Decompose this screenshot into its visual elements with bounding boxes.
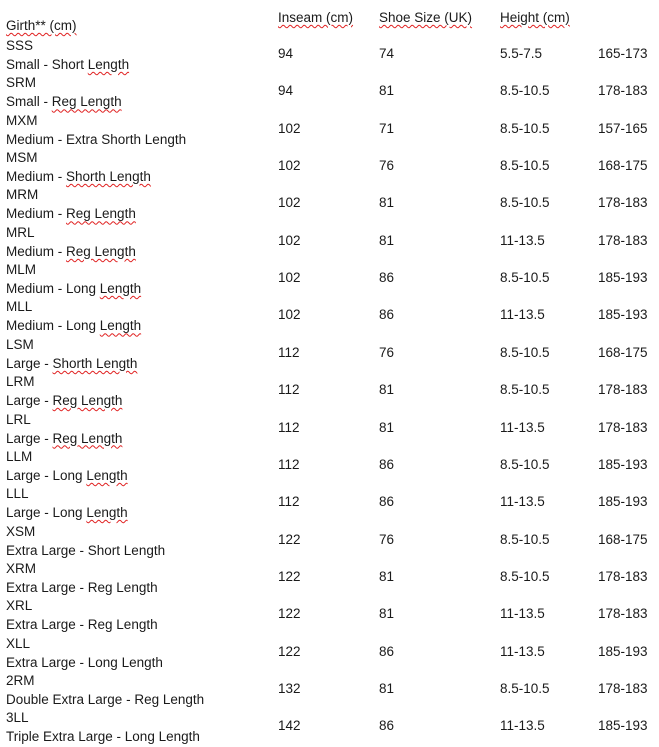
height-value: 178-183 [598, 680, 648, 696]
shoe-size-value: 11-13.5 [500, 232, 545, 248]
size-description-text: Large - Long [6, 505, 87, 521]
inseam-value: 81 [379, 680, 395, 696]
size-description [6, 692, 204, 708]
size-description-text: Medium - Extra Shorth Length [6, 131, 187, 147]
size-description-text: Medium - [6, 243, 67, 259]
size-code: LLM [6, 448, 33, 464]
inseam-value: 81 [379, 195, 395, 211]
size-description [6, 206, 136, 222]
size-description-text: Large - [6, 430, 53, 446]
shoe-size-value: 11-13.5 [500, 718, 545, 734]
shoe-size-value: 8.5-10.5 [500, 120, 550, 136]
height-value: 168-175 [598, 531, 648, 547]
table-row [0, 523, 659, 560]
table-row [0, 373, 659, 410]
shoe-size-value: 8.5-10.5 [500, 83, 550, 99]
size-description-flagged-text: Length [86, 505, 128, 521]
height-value: 165-173 [598, 46, 648, 61]
girth-value: 112 [278, 382, 300, 398]
table-row [0, 149, 659, 186]
size-description [6, 393, 122, 409]
size-description [6, 244, 136, 260]
size-description [6, 580, 158, 596]
girth-value: 112 [278, 419, 300, 435]
header-shoe-size [379, 10, 472, 26]
girth-value: 102 [278, 120, 301, 136]
height-value: 178-183 [598, 382, 648, 398]
size-description-flagged-text: Reg Length [52, 393, 123, 409]
size-description [6, 132, 186, 148]
size-code: LRL [6, 411, 31, 427]
inseam-value: 76 [379, 344, 395, 360]
table-row [0, 672, 659, 709]
size-description-flagged-text: Shorth Length [66, 169, 151, 185]
shoe-size-value: 8.5-10.5 [500, 195, 550, 211]
inseam-value: 76 [379, 531, 395, 547]
inseam-value: 74 [379, 46, 395, 61]
size-code: XSM [6, 523, 36, 539]
size-code: SRM [6, 75, 36, 91]
header-shoe-label: Shoe Size (UK) [379, 10, 473, 25]
size-code: LLL [6, 486, 29, 502]
height-value: 178-183 [598, 83, 648, 99]
size-description-text: Small - Short [6, 57, 88, 72]
size-description-flagged-text: Reg Length [51, 94, 122, 110]
shoe-size-value: 11-13.5 [500, 643, 545, 659]
size-description [6, 57, 129, 73]
size-description-text: Triple Extra Large - Long Length [6, 729, 200, 745]
girth-value: 94 [278, 83, 294, 99]
shoe-size-value: 8.5-10.5 [500, 568, 550, 584]
shoe-size-value: 8.5-10.5 [500, 344, 550, 360]
header-inseam-label: Inseam (cm) [278, 10, 354, 25]
size-description [6, 468, 128, 484]
height-value: 185-193 [598, 718, 648, 734]
size-description-text: Large - [6, 393, 53, 409]
inseam-value: 86 [379, 718, 395, 734]
girth-value: 112 [278, 344, 300, 360]
girth-value: 122 [278, 531, 301, 547]
inseam-value: 86 [379, 307, 395, 323]
table-row [0, 560, 659, 597]
size-description-text: Large - [6, 355, 53, 371]
height-value: 168-175 [598, 344, 648, 360]
height-value: 178-183 [598, 195, 648, 211]
inseam-value: 81 [379, 83, 395, 99]
table-header [0, 0, 659, 37]
girth-value: 132 [278, 680, 301, 696]
inseam-value: 81 [379, 382, 395, 398]
height-value: 178-183 [598, 568, 648, 584]
size-description-flagged-text: Length [86, 467, 128, 483]
size-code: MXM [6, 112, 38, 128]
height-value: 185-193 [598, 307, 648, 323]
size-description-text: Extra Large - Reg Length [6, 579, 158, 595]
size-code: XLL [6, 635, 31, 651]
size-description-text: Medium - Long [6, 281, 100, 297]
inseam-value: 86 [379, 643, 395, 659]
shoe-size-value: 11-13.5 [500, 606, 545, 622]
table-row [0, 635, 659, 672]
size-description [6, 356, 137, 372]
size-code: MRL [6, 224, 35, 240]
girth-value: 102 [278, 307, 301, 323]
size-description [6, 505, 128, 521]
table-row [0, 186, 659, 223]
girth-value: 112 [278, 494, 300, 510]
size-description [6, 281, 141, 297]
size-description-text: Small - [6, 94, 52, 110]
size-description-text: Extra Large - Short Length [6, 542, 166, 558]
size-description-text: Medium - [6, 206, 67, 222]
table-row [0, 112, 659, 149]
inseam-value: 71 [379, 120, 395, 136]
size-code: MLL [6, 299, 33, 315]
table-row [0, 597, 659, 634]
size-description-flagged-text: Reg Length [66, 206, 136, 222]
size-description-text: Extra Large - Long Length [6, 654, 163, 670]
inseam-value: 81 [379, 419, 395, 435]
table-row [0, 37, 659, 74]
size-code: LSM [6, 336, 34, 352]
girth-value: 122 [278, 643, 301, 659]
size-description-text: Double Extra Large - Reg Length [6, 691, 205, 707]
header-girth [6, 18, 77, 34]
inseam-value: 81 [379, 232, 395, 248]
height-value: 178-183 [598, 606, 648, 622]
shoe-size-value: 8.5-10.5 [500, 270, 550, 286]
girth-value: 102 [278, 270, 301, 286]
inseam-value: 81 [379, 606, 395, 622]
size-code: 2RM [6, 672, 35, 688]
table-row [0, 485, 659, 522]
size-description-flagged-text: Length [99, 318, 142, 334]
size-description-flagged-text: Shorth Length [52, 355, 138, 371]
girth-value: 102 [278, 158, 301, 174]
size-description [6, 617, 158, 633]
size-description-flagged-text: Length [87, 57, 130, 72]
size-code: SSS [6, 38, 34, 53]
girth-value: 102 [278, 195, 301, 211]
shoe-size-value: 8.5-10.5 [500, 382, 550, 398]
shoe-size-value: 8.5-10.5 [500, 456, 550, 472]
size-description [6, 318, 141, 334]
size-description [6, 94, 122, 110]
table-row [0, 411, 659, 448]
table-row [0, 298, 659, 335]
size-description [6, 729, 200, 745]
header-inseam [278, 10, 353, 26]
header-height [500, 10, 570, 26]
size-description-text: Extra Large - Reg Length [6, 617, 158, 633]
size-code: LRM [6, 374, 35, 390]
shoe-size-value: 5.5-7.5 [500, 46, 543, 61]
size-description-flagged-text: Reg Length [52, 430, 123, 446]
shoe-size-value: 8.5-10.5 [500, 158, 550, 174]
inseam-value: 86 [379, 456, 395, 472]
size-description-text: Medium - [6, 169, 67, 185]
size-description-flagged-text: Length [99, 281, 142, 297]
shoe-size-value: 8.5-10.5 [500, 531, 550, 547]
table-row [0, 336, 659, 373]
header-girth-label: Girth** (cm) [6, 18, 77, 33]
size-description [6, 431, 122, 447]
size-code: MLM [6, 262, 36, 278]
girth-value: 122 [278, 606, 301, 622]
table-row [0, 74, 659, 111]
table-row [0, 709, 659, 746]
height-value: 185-193 [598, 270, 648, 286]
shoe-size-value: 11-13.5 [500, 494, 545, 510]
girth-value: 102 [278, 232, 301, 248]
size-code: MRM [6, 187, 39, 203]
shoe-size-value: 11-13.5 [500, 307, 545, 323]
size-description-flagged-text: Reg Length [66, 243, 136, 259]
table-row [0, 224, 659, 261]
table-row [0, 448, 659, 485]
size-code: XRL [6, 598, 33, 614]
girth-value: 142 [278, 718, 301, 734]
height-value: 168-175 [598, 158, 648, 174]
size-description [6, 655, 163, 671]
girth-value: 112 [278, 456, 300, 472]
header-height-label: Height (cm) [500, 10, 570, 25]
height-value: 178-183 [598, 232, 648, 248]
size-description [6, 169, 151, 185]
inseam-value: 86 [379, 494, 395, 510]
height-value: 185-193 [598, 456, 648, 472]
size-code: MSM [6, 150, 38, 166]
inseam-value: 81 [379, 568, 395, 584]
size-code: XRM [6, 560, 36, 576]
table-row [0, 261, 659, 298]
girth-value: 122 [278, 568, 301, 584]
shoe-size-value: 8.5-10.5 [500, 680, 550, 696]
size-description-text: Large - Long [6, 467, 87, 483]
height-value: 185-193 [598, 643, 648, 659]
inseam-value: 86 [379, 270, 395, 286]
inseam-value: 76 [379, 158, 395, 174]
girth-value: 94 [278, 46, 294, 61]
size-code: 3LL [6, 710, 29, 726]
height-value: 185-193 [598, 494, 648, 510]
height-value: 178-183 [598, 419, 648, 435]
size-description [6, 543, 165, 559]
shoe-size-value: 11-13.5 [500, 419, 545, 435]
size-description-text: Medium - Long [6, 318, 100, 334]
height-value: 157-165 [598, 120, 648, 136]
